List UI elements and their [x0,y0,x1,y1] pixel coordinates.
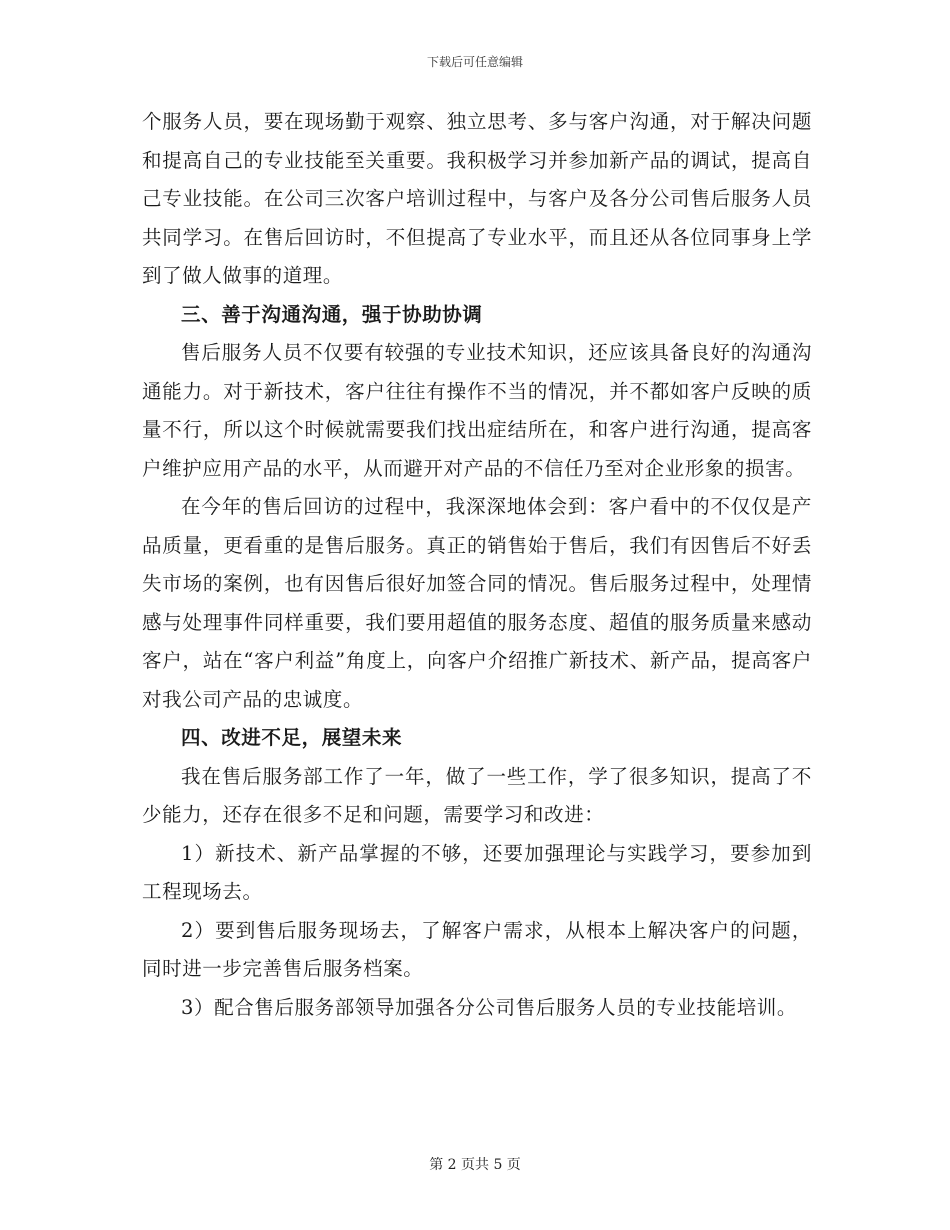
paragraph-improvement-intro: 我在售后服务部工作了一年，做了一些工作，学了很多知识，提高了不少能力，还存在很多不足和问题，需要学习和改进： [142,764,812,826]
paragraph-continued: 个服务人员，要在现场勤于观察、独立思考、多与客户沟通，对于解决问题和提高自己的专业技能至关重要。我积极学习并参加新产品的调试，提高自己专业技能。在公司三次客户培训过程中，与客户及各分公司售后服务人员共同学习。在售后回访时，不但提高了专业水平，而且还从各位同事身上学到了做人做事的道理。 [142,110,812,287]
section-heading-3: 三、善于沟通沟通，强于协助协调 [181,302,483,326]
list-item-1: 1）新技术、新产品掌握的不够，还要加强理论与实践学习，要参加到工程现场去。 [142,841,812,903]
list-item-2: 2）要到售后服务现场去，了解客户需求，从根本上解决客户的问题，同时进一步完善售后服务档案。 [142,918,812,980]
paragraph-communication: 售后服务人员不仅要有较强的专业技术知识，还应该具备良好的沟通沟通能力。对于新技术，客户往往有操作不当的情况，并不都如客户反映的质量不行，所以这个时候就需要我们找出症结所在，和客户进行沟通，提高客户维护应用产品的水平，从而避开对产品的不信任乃至对企业形象的损害。 [142,341,812,480]
list-item-3: 3）配合售后服务部领导加强各分公司售后服务人员的专业技能培训。 [181,995,798,1019]
page-number-footer: 第 2 页共 5 页 [429,1157,521,1173]
document-body [142,103,812,1027]
page-header: 下载后可任意编辑 [426,55,523,69]
paragraph-after-sales-visit: 在今年的售后回访的过程中，我深深地体会到：客户看中的不仅仅是产品质量，更看重的是售后服务。真正的销售始于售后，我们有因售后不好丢失市场的案例，也有因售后很好加签合同的情况。售后服务过程中，处理情感与处理事件同样重要，我们要用超值的服务态度、超值的服务质量来感动客户，站在“客户利益”角度上，向客户介绍推广新技术、新产品，提高客户对我公司产品的忠诚度。 [142,495,812,711]
section-heading-4: 四、改进不足，展望未来 [181,726,403,749]
